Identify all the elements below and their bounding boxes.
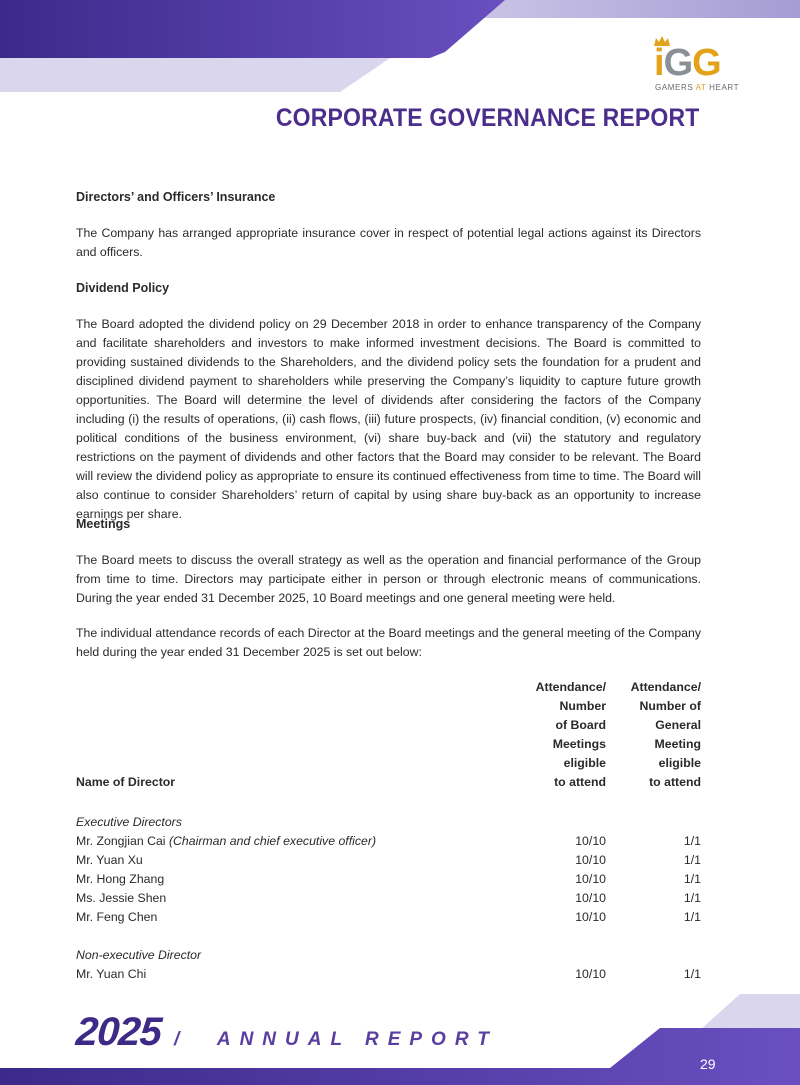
logo-letter-g1: G	[663, 42, 693, 84]
dividend-text: The Board adopted the dividend policy on 29 December 2018 in order to enhance transparency of the Company and facilitate shareholders and investors to make informed investment decisions. The Board is committed to providing sustained dividends to the Shareholders, and the dividend policy sets the foundation for a prudent and disciplined dividend payment to shareholders while preserving the Company’s liquidity to capture future growth opportunities. The Board will determine the level of dividends after considering the factors of the Company including (i) the results of operations, (ii) cash flows, (iii) future prospects, (iv) financial condition, (v) economic and political conditions of the business environment, (vi) share buy-back and (vii) the statutory and regulatory restrictions on the payment of dividends and other factors that the Board may consider to be relevant. The Board will review the dividend policy as appropriate to ensure its continued effectiveness from time to time. The Board will also continue to consider Shareholders’ return of capital by using share buy-back as an opportunity to increase earnings per share.	[76, 317, 701, 521]
general-attendance: 1/1	[683, 891, 701, 905]
logo-letter-i: i	[654, 42, 664, 84]
footer-label: ANNUAL REPORT	[216, 1029, 498, 1050]
director-name: Mr. Feng Chen	[76, 910, 158, 924]
board-attendance: 10/10	[575, 891, 606, 905]
footer-annual-report	[174, 1029, 498, 1051]
page-title: CORPORATE GOVERNANCE REPORT	[276, 104, 700, 132]
meetings-heading: Meetings	[76, 517, 131, 531]
header-line: eligible	[658, 756, 701, 770]
header-line: Meeting	[654, 737, 701, 751]
director-name: Ms. Jessie Shen	[76, 891, 167, 905]
table-row	[76, 867, 701, 886]
header-line: Number	[559, 699, 606, 713]
group-label-row	[76, 943, 701, 962]
table-row	[76, 829, 701, 848]
insurance-text: The Company has arranged appropriate insurance cover in respect of potential legal actions against its Directors and officers.	[76, 226, 701, 259]
col-header-board	[516, 678, 606, 792]
board-attendance: 10/10	[575, 834, 606, 848]
group-label-executive: Executive Directors	[76, 815, 182, 829]
group-label-non-executive: Non-executive Director	[76, 948, 202, 962]
table-row	[76, 848, 701, 867]
footer-slash: /	[174, 1029, 189, 1050]
logo-letter-g2: G	[692, 42, 721, 84]
table-row	[76, 962, 701, 981]
header-line: Attendance/	[535, 680, 606, 694]
meetings-text-1: The Board meets to discuss the overall strategy as well as the operation and financial performance of the Group from time to time. Directors may participate either in person or through electronic means of communications. During the year ended 31 December 2025, 10 Board meetings and one general meeting were held.	[76, 553, 701, 605]
group-label-row	[76, 810, 701, 829]
footer-year: 2025	[74, 1010, 163, 1054]
table-row	[76, 886, 701, 905]
header-line: eligible	[563, 756, 606, 770]
director-name: Mr. Hong Zhang	[76, 872, 165, 886]
igg-logo	[652, 36, 744, 96]
tagline-accent: AT	[695, 83, 707, 92]
header-line: to attend	[554, 775, 606, 789]
general-attendance: 1/1	[683, 872, 701, 886]
board-attendance: 10/10	[575, 967, 606, 981]
logo-tagline	[655, 83, 739, 92]
director-name: Mr. Yuan Chi	[76, 967, 147, 981]
general-attendance: 1/1	[683, 967, 701, 981]
tagline-part: HEART	[706, 83, 740, 92]
board-attendance: 10/10	[575, 872, 606, 886]
board-attendance: 10/10	[575, 853, 606, 867]
logo-letters	[654, 44, 721, 82]
meetings-text-2: The individual attendance records of each Director at the Board meetings and the general meeting of the Company held during the year ended 31 December 2025 is set out below:	[76, 626, 701, 659]
dividend-heading: Dividend Policy	[76, 281, 170, 295]
general-attendance: 1/1	[683, 834, 701, 848]
header-line: Meetings	[552, 737, 606, 751]
director-name: Mr. Yuan Xu	[76, 853, 143, 867]
header-line: Number of	[639, 699, 701, 713]
director-note: (Chairman and chief executive officer)	[168, 834, 377, 848]
header-line: to attend	[649, 775, 701, 789]
insurance-heading: Directors’ and Officers’ Insurance	[76, 190, 276, 204]
header-line: General	[655, 718, 701, 732]
col-header-name: Name of Director	[76, 775, 176, 789]
table-row	[76, 905, 701, 924]
tagline-part: GAMERS	[655, 83, 696, 92]
general-attendance: 1/1	[683, 910, 701, 924]
board-attendance: 10/10	[575, 910, 606, 924]
director-name: Mr. Zongjian Cai	[76, 834, 166, 848]
table-header-row	[76, 678, 701, 792]
attendance-table	[76, 678, 701, 981]
header-line: of Board	[555, 718, 606, 732]
col-header-general	[606, 678, 701, 792]
page-number: 29	[700, 1056, 716, 1072]
general-attendance: 1/1	[683, 853, 701, 867]
header-line: Attendance/	[630, 680, 701, 694]
